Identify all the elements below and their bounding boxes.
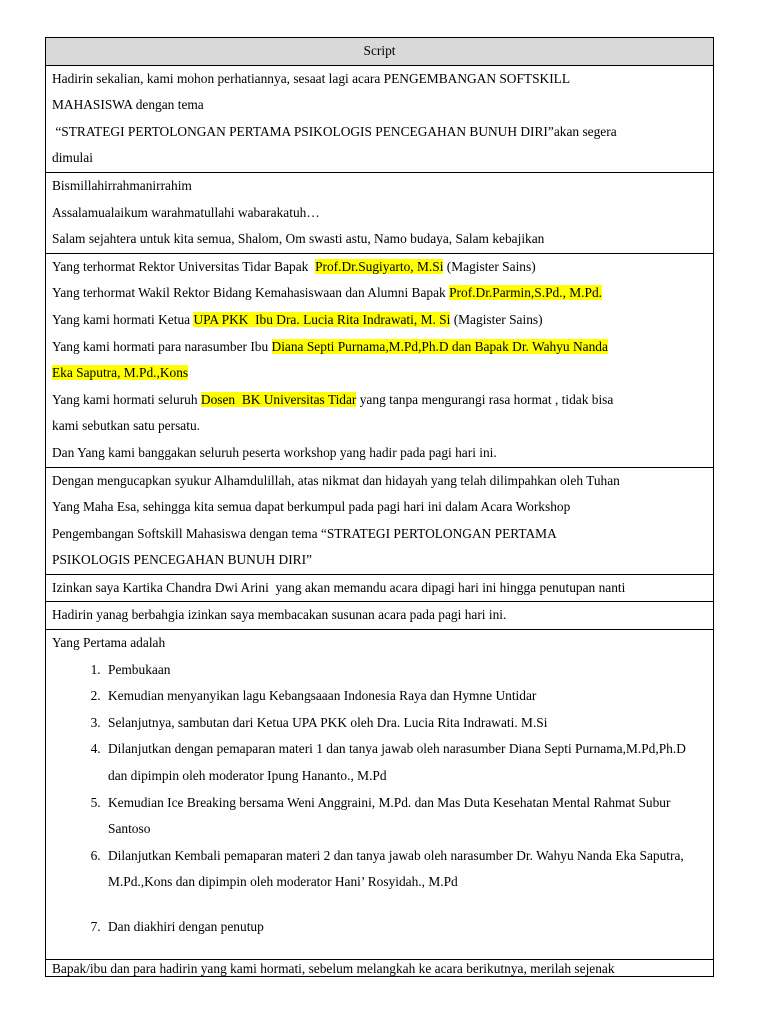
spacer	[52, 896, 707, 914]
text-line	[52, 360, 707, 387]
table-row	[46, 467, 714, 574]
highlighted-name: UPA PKK Ibu Dra. Lucia Rita Indrawati, M. Si	[193, 311, 451, 327]
table-header-row	[46, 38, 714, 66]
table-row	[46, 574, 714, 602]
table-row	[46, 959, 714, 976]
text-span: Yang terhormat Wakil Rektor Bidang Kemahasiswaan dan Alumni Bapak	[52, 285, 450, 301]
gratitude-cell	[46, 467, 714, 574]
highlighted-name: Prof.Dr.Sugiyarto, M.Si	[315, 258, 444, 274]
text-span: Yang terhormat Rektor Universitas Tidar Bapak	[52, 258, 316, 274]
text-line: Bapak/ibu dan para hadirin yang kami hormati, sebelum melangkah ke acara berikutnya, merilah sejenak	[52, 960, 615, 976]
header-cell: Script	[46, 38, 714, 66]
agenda-heading: Yang Pertama adalah	[52, 635, 166, 651]
text-line: dimulai	[52, 150, 93, 166]
greeting-cell	[46, 172, 714, 253]
highlighted-name: Eka Saputra, M.Pd.,Kons	[52, 365, 189, 381]
list-item: 1. Pembukaan	[104, 657, 707, 684]
list-item: 3. Selanjutnya, sambutan dari Ketua UPA PKK oleh Dra. Lucia Rita Indrawati. M.Si	[104, 710, 707, 737]
table-row	[46, 602, 714, 630]
text-line: Pengembangan Softskill Mahasiswa dengan tema “STRATEGI PERTOLONGAN PERTAMA	[52, 525, 557, 541]
text-line: Izinkan saya Kartika Chandra Dwi Arini yang akan memandu acara dipagi hari ini hingga penutupan nanti	[52, 579, 626, 595]
list-item: 7. Dan diakhiri dengan penutup	[104, 914, 707, 941]
text-line	[52, 334, 707, 361]
text-line	[52, 254, 707, 281]
highlighted-name: Prof.Dr.Parmin,S.Pd., M.Pd.	[449, 285, 603, 301]
script-table	[45, 37, 714, 977]
text-line: MAHASISWA dengan tema	[52, 97, 204, 113]
text-span: (Magister Sains)	[450, 311, 543, 327]
table-row	[46, 253, 714, 467]
list-item: 2. Kemudian menyanyikan lagu Kebangsaaan Indonesia Raya dan Hymne Untidar	[104, 683, 707, 710]
highlighted-name: Diana Septi Purnama,M.Pd,Ph.D dan Bapak Dr. Wahyu Nanda	[271, 338, 608, 354]
text-span: yang tanpa mengurangi rasa hormat , tidak bisa	[356, 391, 614, 407]
opening-announcement-cell	[46, 65, 714, 172]
honorifics-cell	[46, 253, 714, 467]
text-line: Yang Maha Esa, sehingga kita semua dapat berkumpul pada pagi hari ini dalam Acara Workshop	[52, 499, 571, 515]
list-item: 5. Kemudian Ice Breaking bersama Weni Anggraini, M.Pd. dan Mas Duta Kesehatan Mental Rahmat Subur Santoso	[104, 790, 707, 843]
text-line: Hadirin yanag berbahgia izinkan saya membacakan susunan acara pada pagi hari ini.	[52, 607, 507, 623]
text-line	[52, 307, 707, 334]
text-line: Dengan mengucapkan syukur Alhamdulillah, atas nikmat dan hidayah yang telah dilimpahkan oleh Tuhan	[52, 472, 620, 488]
text-line: Hadirin sekalian, kami mohon perhatiannya, sesaat lagi acara PENGEMBANGAN SOFTSKILL	[52, 70, 571, 86]
highlighted-name: Dosen BK Universitas Tidar	[200, 391, 357, 407]
table-row	[46, 65, 714, 172]
text-span: Yang kami hormati seluruh	[52, 391, 201, 407]
text-line: “STRATEGI PERTOLONGAN PERTAMA PSIKOLOGIS PENCEGAHAN BUNUH DIRI”akan segera	[52, 123, 617, 139]
table-row	[46, 630, 714, 960]
text-line	[52, 280, 707, 307]
table-row	[46, 172, 714, 253]
text-line	[52, 387, 707, 414]
text-line: PSIKOLOGIS PENCEGAHAN BUNUH DIRI”	[52, 552, 312, 568]
agenda-list	[52, 657, 707, 896]
text-line: Dan Yang kami banggakan seluruh peserta workshop yang hadir pada pagi hari ini.	[52, 444, 497, 460]
text-line: Assalamualaikum warahmatullahi wabarakatuh…	[52, 204, 320, 220]
spacer	[52, 941, 707, 959]
mc-introduction-cell	[46, 574, 714, 602]
agenda-cell	[46, 630, 714, 960]
text-line-clipped	[52, 960, 707, 976]
list-item: 6. Dilanjutkan Kembali pemaparan materi 2 dan tanya jawab oleh narasumber Dr. Wahyu Nanda Eka Saputra, M.Pd.,Kons dan dipimpin oleh moderator Hani’ Rosyidah., M.Pd	[104, 843, 707, 896]
text-line: Bismillahirrahmanirrahim	[52, 177, 192, 193]
agenda-intro-cell	[46, 602, 714, 630]
text-line: kami sebutkan satu persatu.	[52, 418, 201, 434]
text-span: Yang kami hormati para narasumber Ibu	[52, 338, 272, 354]
closing-transition-cell	[46, 959, 714, 976]
text-span: (Magister Sains)	[443, 258, 536, 274]
text-span: Yang kami hormati Ketua	[52, 311, 194, 327]
agenda-list-continued	[52, 914, 707, 941]
list-item: 4. Dilanjutkan dengan pemaparan materi 1 dan tanya jawab oleh narasumber Diana Septi Purnama,M.Pd,Ph.D dan dipimpin oleh moderator Ipung Hananto., M.Pd	[104, 736, 707, 789]
text-line: Salam sejahtera untuk kita semua, Shalom, Om swasti astu, Namo budaya, Salam kebajikan	[52, 231, 545, 247]
